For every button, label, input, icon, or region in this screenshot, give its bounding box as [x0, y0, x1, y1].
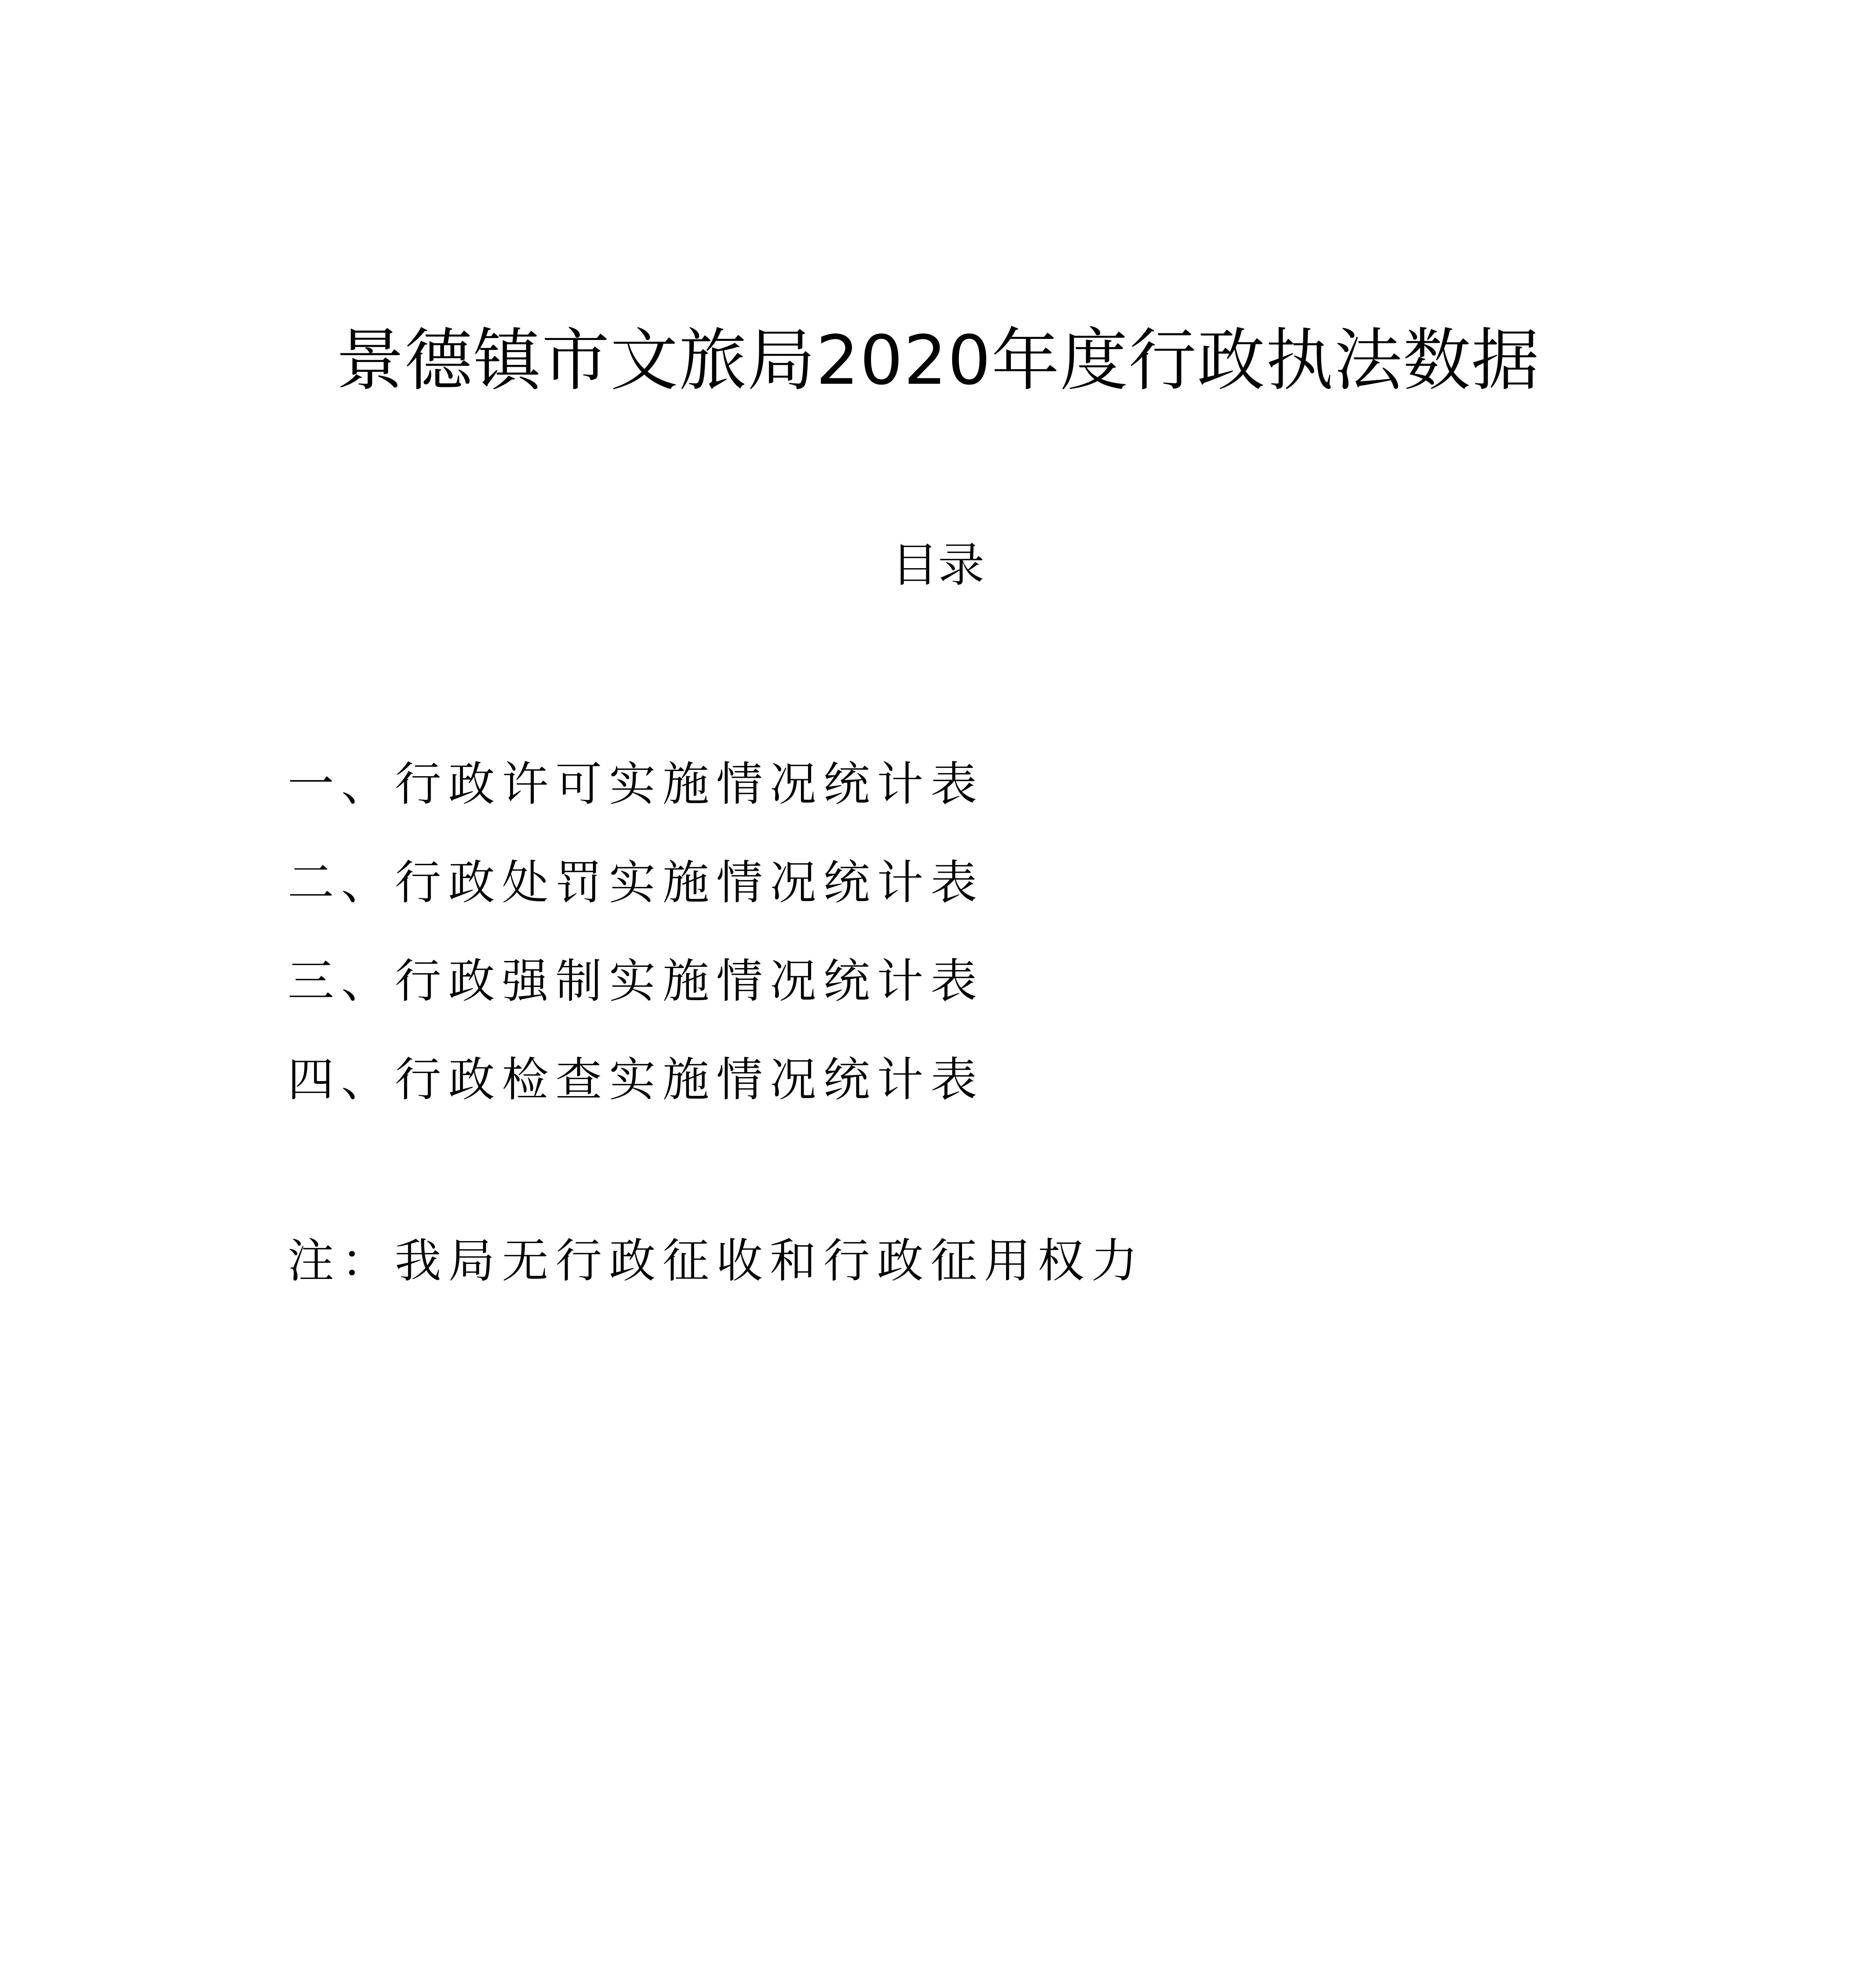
toc-item-administrative-inspection: 四、行政检查实施情况统计表	[288, 1052, 984, 1107]
document-note: 注：我局无行政征收和行政征用权力	[288, 1234, 1145, 1288]
document-title: 景德镇市文旅局2020年度行政执法数据	[336, 321, 1540, 400]
toc-heading: 目录	[891, 538, 984, 592]
table-of-contents	[288, 735, 984, 1129]
toc-item-administrative-license: 一、行政许可实施情况统计表	[288, 757, 984, 811]
toc-item-administrative-enforcement: 三、行政强制实施情况统计表	[288, 954, 984, 1008]
toc-item-administrative-penalty: 二、行政处罚实施情况统计表	[288, 855, 984, 910]
